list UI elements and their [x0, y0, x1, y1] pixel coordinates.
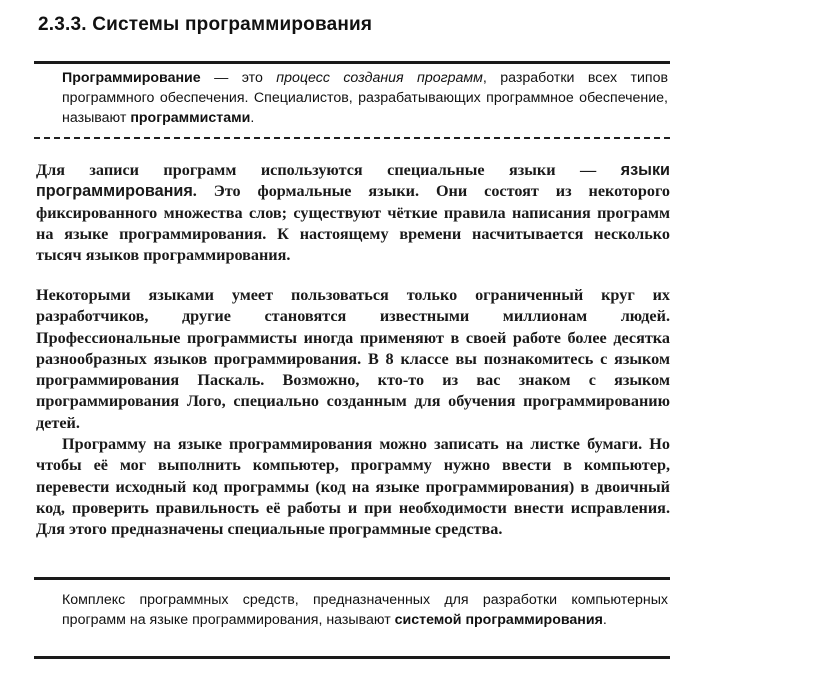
definition-top-rule: [34, 61, 670, 64]
definition-rest: , разработки всех типов программного обеспечения. Специалистов, разрабатывающих программное обеспечение, называют: [62, 70, 669, 126]
para2-text: Некоторыми языками умеет пользоваться только ограниченный круг их разработчиков, другие становятся известными миллионам людей. Профессиональные программисты иногда применяют в своей работе более десятка разнообразных языков программирования. В 8 классе вы познакомитесь с языком программирования Паскаль. Возможно, кто-то из вас знаком с языком программирования Лого, специально созданным для обучения программированию детей.: [36, 286, 670, 432]
definition-end: .: [250, 110, 255, 126]
para1-term: языки программирования: [36, 161, 670, 201]
definition-term-programmers: программистами: [130, 110, 251, 126]
para1-start: Для записи программ используются специальные языки —: [36, 161, 621, 179]
definition-dash: — это: [200, 70, 277, 86]
para3-text: Программу на языке программирования можно записать на листке бумаги. Но чтобы её мог выполнить компьютер, программу нужно ввести в компьютер, перевести исходный код программы (код на языке программирования) в двоичный код, проверить правильность её работы и при необходимости внести исправления. Для этого предназначены специальные программные средства.: [36, 435, 670, 539]
definition-bottom-rule: [34, 137, 670, 139]
para1-rest: . Это формальные языки. Они состоят из некоторого фиксированного множества слов; существуют чёткие правила написания программ на языке программирования. К настоящему времени насчитывается несколько тысяч языков программирования.: [36, 182, 670, 265]
definition-italic: процесс создания программ: [276, 70, 483, 86]
definition2-main: Комплекс программных средств, предназначенных для разработки компьютерных программ на языке программирования, называют: [62, 592, 668, 628]
definition2-top-rule: [34, 577, 670, 580]
definition-box-programming-system: [62, 590, 668, 630]
section-heading: 2.3.3. Системы программирования: [38, 14, 373, 35]
definition-term: Программирование: [62, 70, 201, 86]
body-paragraph-2: [36, 285, 670, 541]
definition2-text: [62, 590, 668, 630]
definition2-term: системой программирования: [394, 612, 603, 628]
definition2-bottom-rule: [34, 656, 670, 659]
body-paragraph-1: [36, 160, 670, 266]
definition2-end: .: [602, 612, 607, 628]
definition-box-programming: [62, 68, 668, 128]
definition-text: [62, 68, 668, 128]
